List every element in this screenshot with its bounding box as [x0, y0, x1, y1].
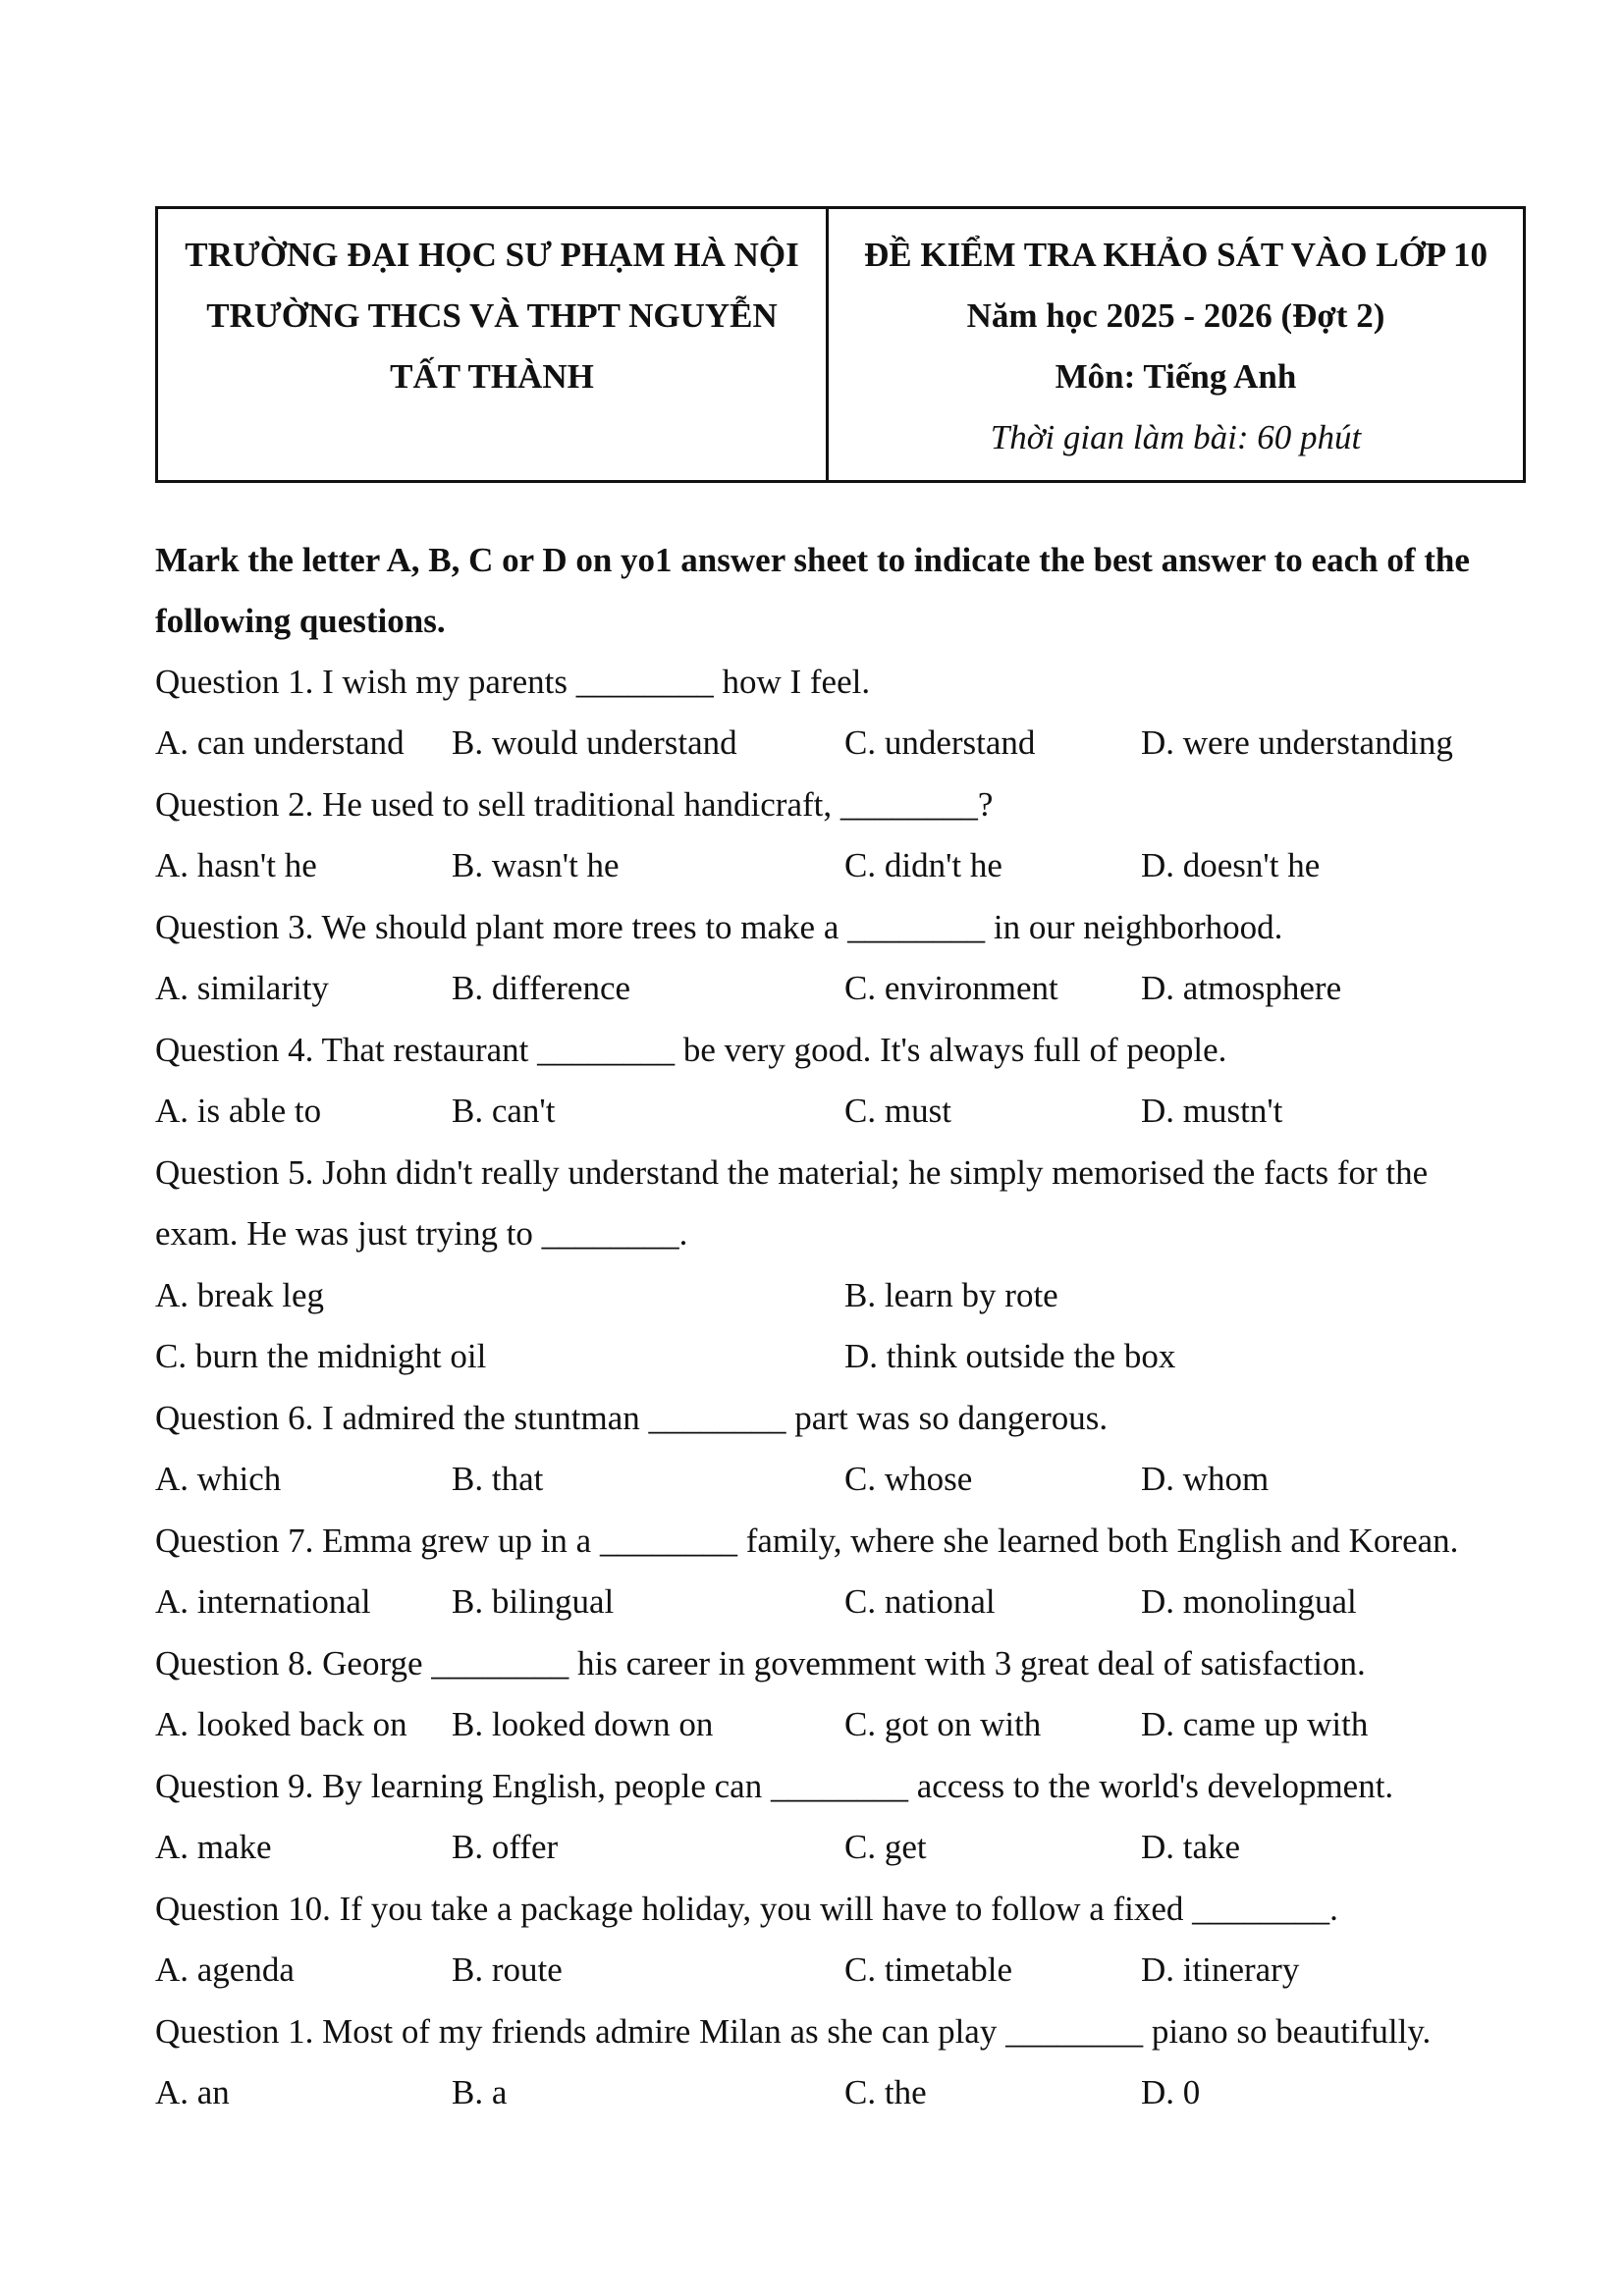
option-c: C. get	[844, 1828, 927, 1866]
options-1	[155, 723, 1530, 763]
options-5-row-2	[155, 1337, 1530, 1376]
options-3	[155, 969, 1530, 1008]
school-line-3: TẤT THÀNH	[390, 357, 594, 396]
option-b: B. that	[452, 1460, 544, 1498]
option-b: B. offer	[452, 1828, 559, 1866]
options-7	[155, 1582, 1530, 1622]
question-5-line-1: Question 5. John didn't really understand the material; he simply memorised the facts for the	[155, 1153, 1429, 1192]
option-a: A. hasn't he	[155, 846, 317, 884]
question-10: Question 10. If you take a package holiday, you will have to follow a fixed ________.	[155, 1890, 1338, 1928]
option-c: C. environment	[844, 969, 1058, 1007]
option-a: A. can understand	[155, 723, 405, 762]
instructions: Mark the letter A, B, C or D on yo1 answer sheet to indicate the best answer to each of the following questions.	[155, 541, 1470, 640]
question-7: Question 7. Emma grew up in a ________ family, where she learned both English and Korean.	[155, 1522, 1459, 1560]
exam-time: Thời gian làm bài: 60 phút	[990, 418, 1362, 456]
option-d: D. 0	[1141, 2073, 1201, 2111]
option-d: D. take	[1141, 1828, 1241, 1866]
school-info	[158, 209, 829, 480]
question-8: Question 8. George ________ his career in govemment with 3 great deal of satisfaction.	[155, 1644, 1366, 1682]
option-d: D. came up with	[1141, 1705, 1369, 1743]
question-3: Question 3. We should plant more trees to make a ________ in our neighborhood.	[155, 908, 1283, 946]
option-b: B. wasn't he	[452, 846, 620, 884]
option-c: C. national	[844, 1582, 996, 1621]
option-b: B. would understand	[452, 723, 737, 762]
option-d: D. were understanding	[1141, 723, 1453, 762]
question-2: Question 2. He used to sell traditional handicraft, ________?	[155, 785, 994, 824]
option-d: D. think outside the box	[844, 1337, 1176, 1375]
option-a: A. break leg	[155, 1276, 325, 1314]
option-c: C. whose	[844, 1460, 973, 1498]
option-a: A. international	[155, 1582, 371, 1621]
exam-info	[829, 209, 1523, 480]
option-d: D. doesn't he	[1141, 846, 1321, 884]
options-11	[155, 2073, 1530, 2112]
option-c: C. didn't he	[844, 846, 1002, 884]
option-d: D. whom	[1141, 1460, 1270, 1498]
option-c: C. understand	[844, 723, 1036, 762]
option-c: C. the	[844, 2073, 927, 2111]
option-c: C. must	[844, 1092, 951, 1130]
exam-header	[155, 206, 1526, 483]
option-c: C. timetable	[844, 1950, 1013, 1989]
option-c: C. burn the midnight oil	[155, 1337, 487, 1375]
option-b: B. a	[452, 2073, 508, 2111]
option-d: D. atmosphere	[1141, 969, 1342, 1007]
question-11: Question 1. Most of my friends admire Milan as she can play ________ piano so beautifully.	[155, 2012, 1432, 2051]
question-4: Question 4. That restaurant ________ be very good. It's always full of people.	[155, 1031, 1227, 1069]
options-6	[155, 1460, 1530, 1499]
options-2	[155, 846, 1530, 885]
options-9	[155, 1828, 1530, 1867]
option-a: A. is able to	[155, 1092, 322, 1130]
option-a: A. an	[155, 2073, 230, 2111]
option-b: B. learn by rote	[844, 1276, 1058, 1314]
question-1: Question 1. I wish my parents ________ how I feel.	[155, 663, 871, 701]
option-a: A. looked back on	[155, 1705, 407, 1743]
option-b: B. can't	[452, 1092, 556, 1130]
option-a: A. make	[155, 1828, 272, 1866]
option-d: D. itinerary	[1141, 1950, 1300, 1989]
option-a: A. which	[155, 1460, 282, 1498]
exam-year: Năm học 2025 - 2026 (Đợt 2)	[966, 296, 1385, 335]
option-b: B. difference	[452, 969, 631, 1007]
option-b: B. looked down on	[452, 1705, 714, 1743]
option-d: D. monolingual	[1141, 1582, 1357, 1621]
question-6: Question 6. I admired the stuntman ________ part was so dangerous.	[155, 1399, 1109, 1437]
option-d: D. mustn't	[1141, 1092, 1283, 1130]
options-5-row-1	[155, 1276, 1530, 1315]
school-line-1: TRƯỜNG ĐẠI HỌC SƯ PHẠM HÀ NỘI	[185, 236, 799, 274]
exam-title: ĐỀ KIỂM TRA KHẢO SÁT VÀO LỚP 10	[864, 236, 1488, 274]
option-b: B. bilingual	[452, 1582, 615, 1621]
option-a: A. similarity	[155, 969, 329, 1007]
question-5-line-2: exam. He was just trying to ________.	[155, 1214, 688, 1253]
option-c: C. got on with	[844, 1705, 1042, 1743]
question-9: Question 9. By learning English, people can ________ access to the world's development.	[155, 1767, 1394, 1805]
school-line-2: TRƯỜNG THCS VÀ THPT NGUYỄN	[206, 296, 778, 335]
option-b: B. route	[452, 1950, 563, 1989]
options-4	[155, 1092, 1530, 1131]
exam-subject: Môn: Tiếng Anh	[1055, 357, 1297, 396]
options-10	[155, 1950, 1530, 1990]
options-8	[155, 1705, 1530, 1744]
option-a: A. agenda	[155, 1950, 295, 1989]
